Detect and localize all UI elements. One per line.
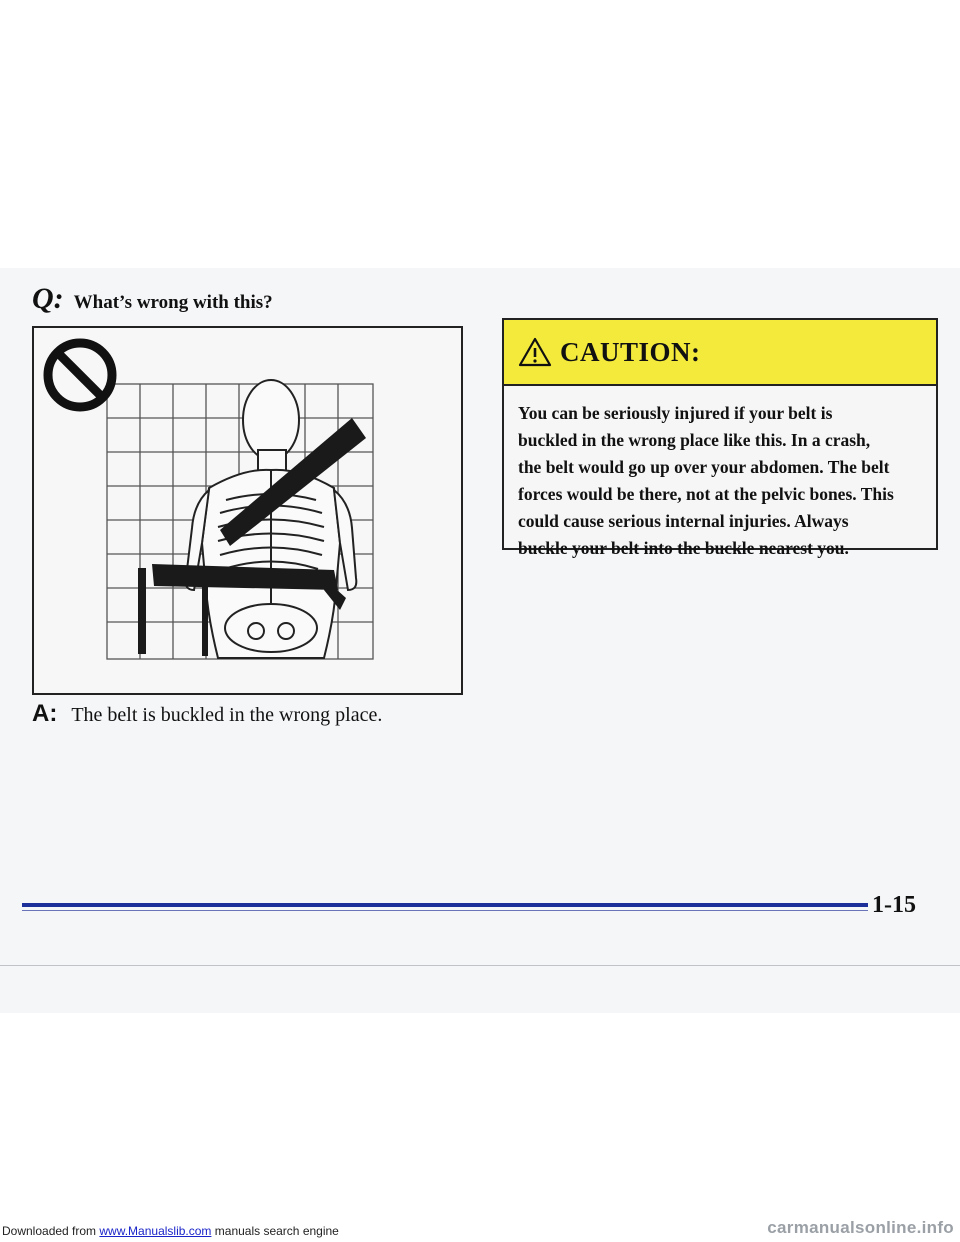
question-text: What’s wrong with this?	[73, 292, 273, 313]
prohibited-icon	[48, 343, 112, 407]
caution-line: buckle your belt into the buckle nearest you.	[518, 538, 849, 558]
caution-line: buckled in the wrong place like this. In a crash,	[518, 430, 871, 450]
footer-suffix: manuals search engine	[211, 1224, 339, 1238]
question	[32, 282, 273, 316]
caution-line: could cause serious internal injuries. Always	[518, 511, 849, 531]
warning-triangle-icon	[518, 336, 552, 368]
page-rule	[22, 903, 868, 907]
caution-title: CAUTION:	[560, 336, 701, 367]
caution-line: forces would be there, not at the pelvic bones. This	[518, 484, 894, 504]
question-marker: Q:	[32, 282, 64, 315]
caution-text	[504, 386, 936, 562]
wrong-belt-illustration	[32, 326, 463, 695]
caution-line: You can be seriously injured if your belt is	[518, 403, 833, 423]
footer-prefix: Downloaded from	[2, 1224, 100, 1238]
answer-text: The belt is buckled in the wrong place.	[71, 704, 383, 726]
caution-header	[504, 320, 936, 386]
watermark: carmanualsonline.info	[767, 1218, 954, 1237]
manualslib-link[interactable]: www.Manualslib.com	[99, 1224, 212, 1238]
page-number: 1-15	[872, 892, 916, 918]
answer	[32, 700, 382, 728]
page-rule-thin	[22, 910, 868, 911]
download-footer	[2, 1224, 339, 1238]
caution-line: the belt would go up over your abdomen. The belt	[518, 457, 890, 477]
caution-box	[502, 318, 938, 558]
page-bottom-edge	[0, 965, 960, 966]
answer-marker: A:	[32, 700, 58, 727]
